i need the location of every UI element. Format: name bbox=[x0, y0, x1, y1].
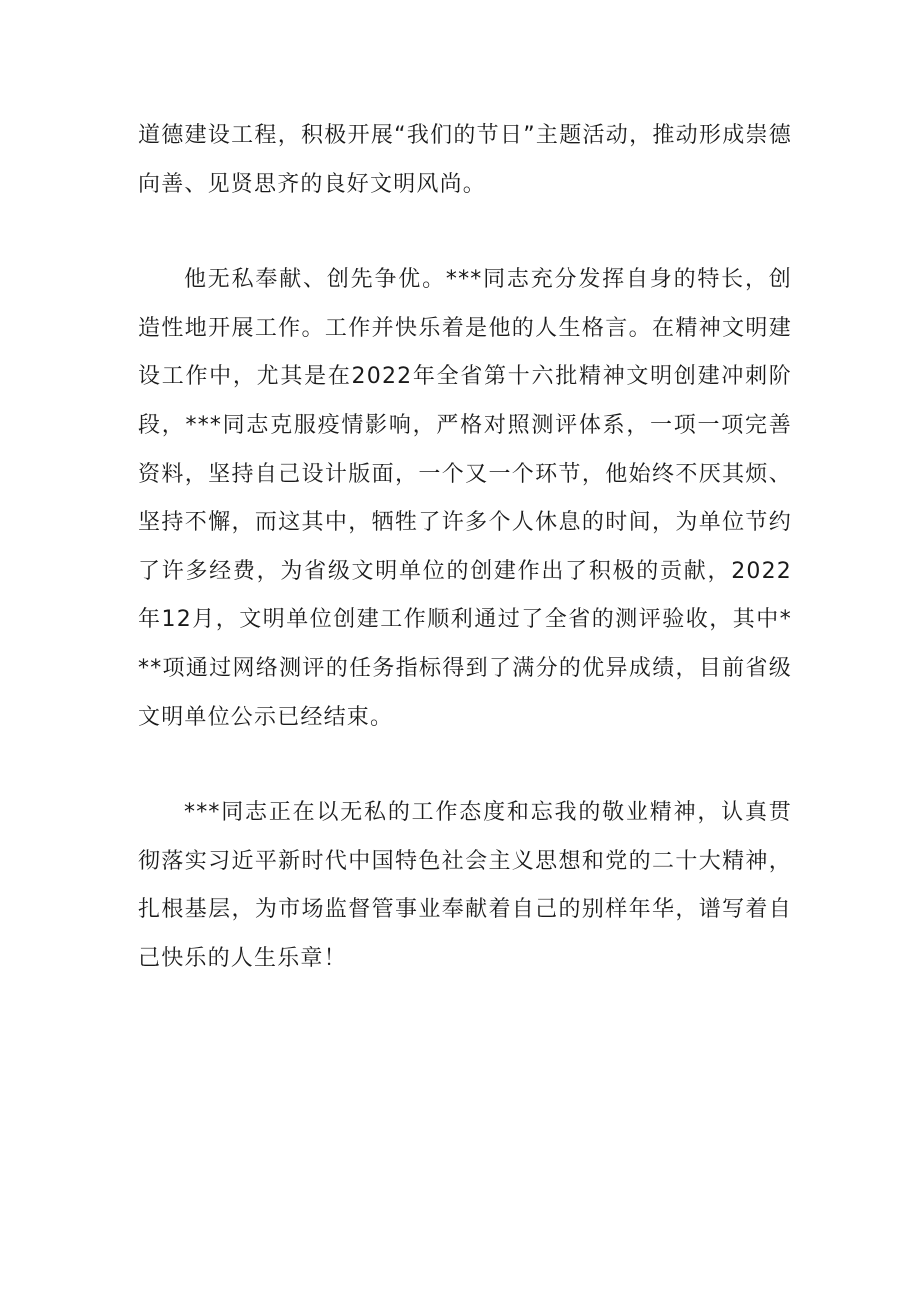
paragraph-conclusion: ***同志正在以无私的工作态度和忘我的敬业精神，认真贯彻落实习近平新时代中国特色社会主义思想和党的二十大精神，扎根基层，为市场监督管事业奉献着自己的别样年华，谱写着自己快乐的人生乐章！ bbox=[138, 800, 792, 971]
paragraph-continuation: 道德建设工程，积极开展“我们的节日”主题活动，推动形成崇德向善、见贤思齐的良好文明风尚。 bbox=[138, 123, 792, 197]
document-body bbox=[138, 112, 792, 984]
paragraph-dedication: 他无私奉献、创先争优。***同志充分发挥自身的特长，创造性地开展工作。工作并快乐着是他的人生格言。在精神文明建设工作中，尤其是在2022年全省第十六批精神文明创建冲刺阶段，***同志克服疫情影响，严格对照测评体系，一项一项完善资料，坚持自己设计版面，一个又一个环节，他始终不厌其烦、坚持不懈，而这其中，牺牲了许多个人休息的时间，为单位节约了许多经费，为省级文明单位的创建作出了积极的贡献，2022年12月，文明单位创建工作顺利通过了全省的测评验收，其中***项通过网络测评的任务指标得到了满分的优异成绩，目前省级文明单位公示已经结束。 bbox=[138, 267, 792, 730]
